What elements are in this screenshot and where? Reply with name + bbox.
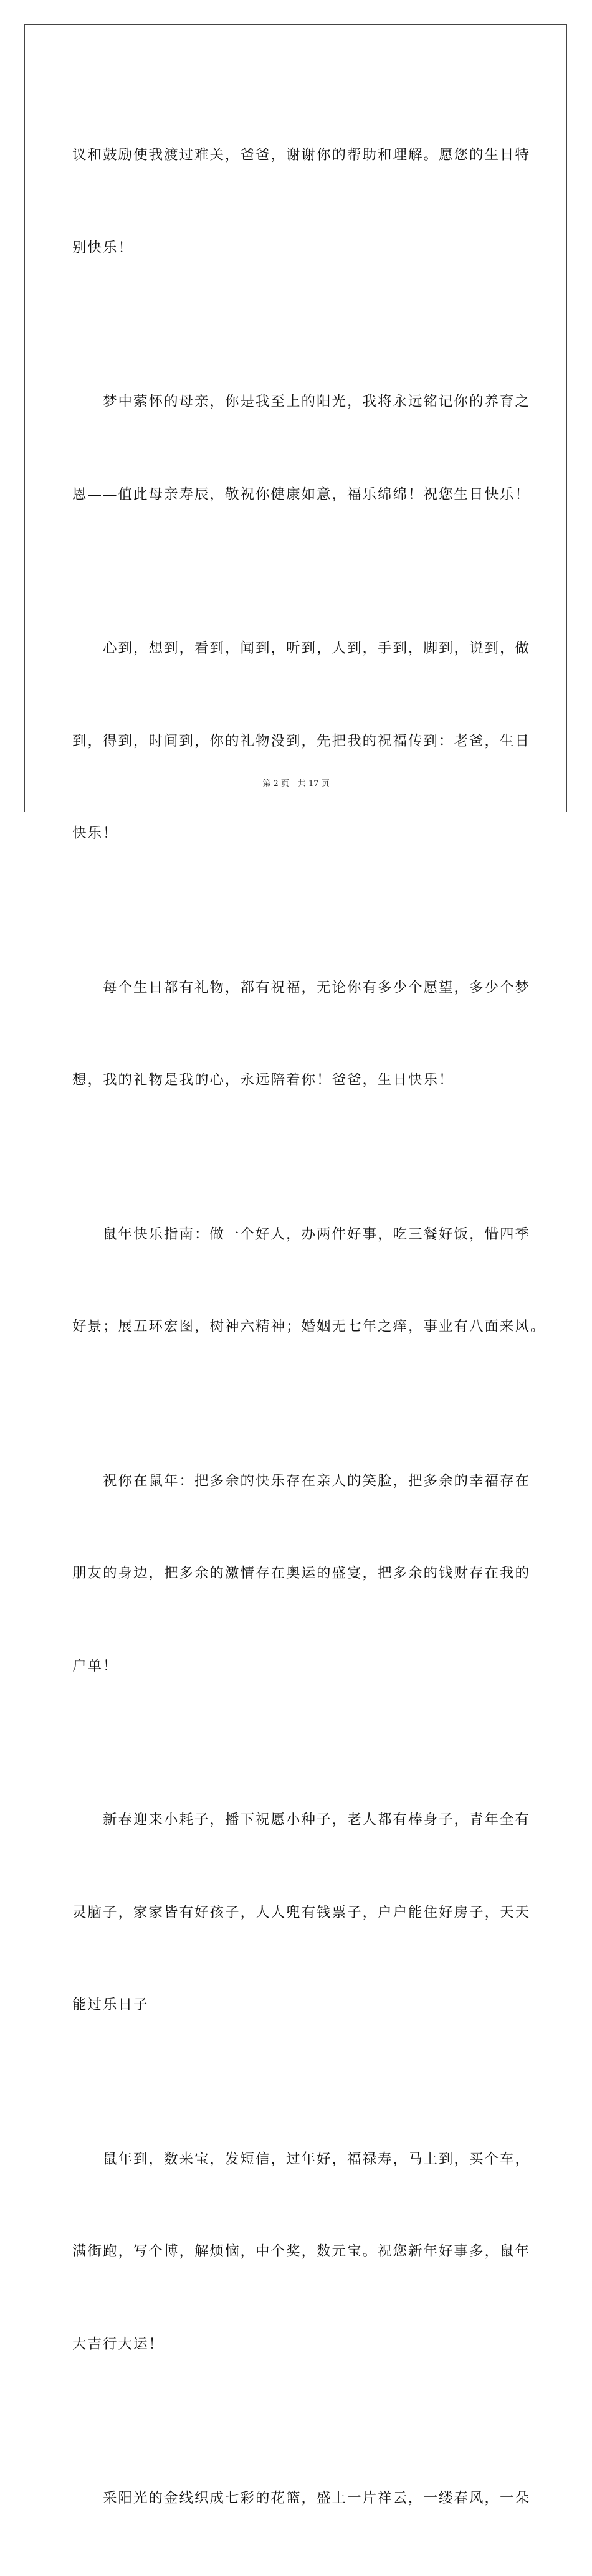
text-line: 户单！ — [72, 1657, 118, 1674]
text-line: 恩——值此母亲寿辰，敬祝你健康如意，福乐绵绵！祝您生日快乐！ — [72, 486, 531, 503]
paragraph-2 — [72, 325, 531, 572]
text-line: 新春迎来小耗子，播下祝愿小种子，老人都有棒身子，青年全有 — [72, 1812, 531, 1828]
page-total: 共 17 页 — [297, 779, 330, 788]
paragraph-3 — [72, 572, 531, 911]
paragraph-9 — [72, 2422, 531, 2576]
text-line: 鼠年到，数来宝，发短信，过年好，福禄寿，马上到，买个车， — [72, 2151, 531, 2167]
text-line: 议和鼓励使我渡过难关，爸爸，谢谢你的帮助和理解。愿您的生日特 — [72, 147, 531, 163]
text-line: 每个生日都有礼物，都有祝福，无论你有多少个愿望，多少个梦 — [72, 979, 531, 996]
text-line: 大吉行大运！ — [72, 2336, 165, 2352]
text-line: 朋友的身边，把多余的激情存在奥运的盛宴，把多余的钱财存在我的 — [72, 1565, 531, 1581]
paragraph-4 — [72, 911, 531, 1158]
text-line: 能过乐日子 — [72, 1997, 149, 2013]
paragraph-1 — [72, 78, 531, 325]
text-line: 别快乐！ — [72, 239, 134, 256]
text-line: 满街跑，写个博，解烦恼，中个奖，数元宝。祝您新年好事多，鼠年 — [72, 2243, 531, 2260]
text-line: 想，我的礼物是我的心，永远陪着你！爸爸，生日快乐！ — [72, 1072, 454, 1088]
text-line: 到，得到，时间到，你的礼物没到，先把我的祝福传到：老爸，生日 — [72, 732, 531, 749]
text-line: 梦中萦怀的母亲，你是我至上的阳光，我将永远铭记你的养育之 — [72, 394, 531, 410]
paragraph-8 — [72, 2083, 531, 2422]
text-line: 快乐！ — [72, 825, 118, 841]
paragraph-6 — [72, 1404, 531, 1744]
text-line: 心到，想到，看到，闻到，听到，人到，手到，脚到，说到，做 — [72, 640, 531, 656]
text-line: 鼠年快乐指南：做一个好人，办两件好事，吃三餐好饭，惜四季 — [72, 1226, 531, 1243]
text-line: 灵脑子，家家皆有好孩子，人人兜有钱票子，户户能住好房子，天天 — [72, 1904, 531, 1921]
paragraph-7 — [72, 1743, 531, 2083]
paragraph-5 — [72, 1158, 546, 1404]
text-line: 祝你在鼠年：把多余的快乐存在亲人的笑脸，把多余的幸福存在 — [72, 1472, 531, 1489]
page-footer — [0, 777, 592, 788]
text-line: 采阳光的金线织成七彩的花篮，盛上一片祥云，一缕春风，一朵 — [72, 2490, 531, 2506]
text-line: 好景；展五环宏图，树神六精神；婚姻无七年之痒，事业有八面来风。 — [72, 1319, 546, 1335]
page-number: 第 2 页 — [262, 779, 289, 788]
document-body — [72, 78, 546, 2576]
